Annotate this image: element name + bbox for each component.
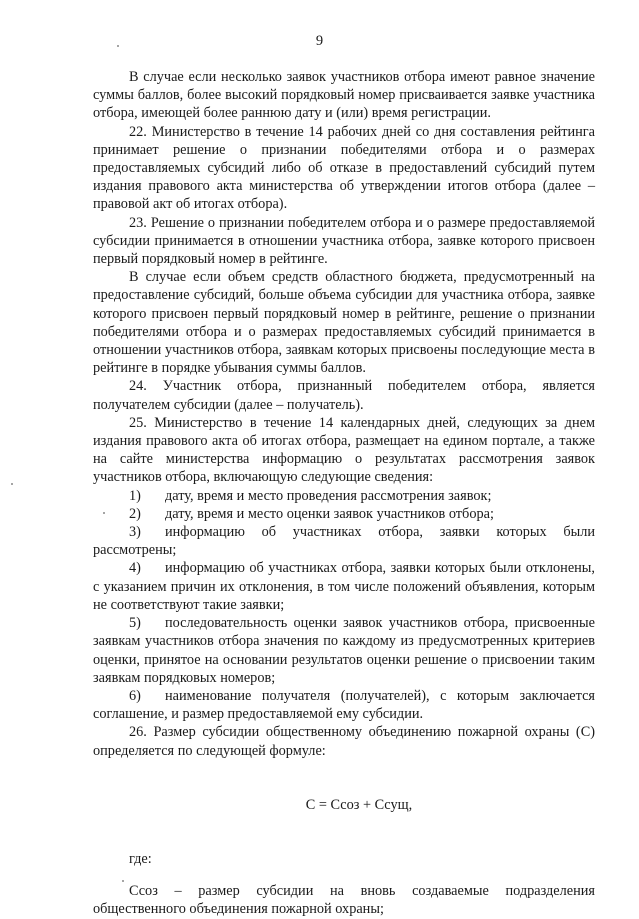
paragraph-23: 23. Решение о признании победителем отбора и о размере предоставляемой субсидии принимается в отношении участника отбора, заявке которого присвоен первый порядковый номер в рейтинге. <box>93 214 595 268</box>
paragraph-25: 25. Министерство в течение 14 календарных дней, следующих за днем издания правового акта об итогах отбора, размещает на едином портале, а также на сайте министерства информацию о результатах рассмотрения заявок участников отбора, включающую следующие сведения: <box>93 414 595 486</box>
page-number: 9 <box>315 33 324 49</box>
list-item-text: информацию об участниках отбора, заявки которых были отклонены, с указанием причин их отклонения, в том числе положений объявления, которым не соответствуют такие заявки; <box>93 560 595 613</box>
paragraph-22: 22. Министерство в течение 14 рабочих дней со дня составления рейтинга принимает решение о признании победителями отбора и о размерах предоставляемых субсидий либо об отказе в предоставлений субсидий путем издания правового акта министерства об утверждении итогов отбора (далее – правовой акт об итогах отбора). <box>93 123 595 213</box>
list-item-number: 5) <box>129 615 141 632</box>
list-item-text: дату, время и место проведения рассмотрения заявок; <box>165 487 492 504</box>
list-item-number: 2) <box>129 505 141 522</box>
paragraph: В случае если объем средств областного бюджета, предусмотренный на предоставление субсидий, больше объема субсидии для участника отбора, заявке которого присвоен первый порядковый номер в рейтинге, решение о признании победителями отбора и о размерах предоставляемых субсидий принимается в отношении участников отбора, заявкам которых присвоены последующие места в рейтинге в порядке убывания суммы баллов. <box>93 269 595 377</box>
list-item-number: 1) <box>129 487 141 504</box>
where-label: где: <box>129 850 152 867</box>
scan-speck <box>117 45 119 47</box>
list-item <box>93 523 595 559</box>
scan-speck <box>11 483 13 485</box>
list-item <box>93 687 595 723</box>
scan-speck <box>103 512 105 514</box>
list-item-text: информацию об участниках отбора, заявки которых были рассмотрены; <box>93 524 595 559</box>
list-item <box>93 487 595 505</box>
definition-ssoz: Ссоз – размер субсидии на вновь создаваемые подразделения общественного объединения пожарной охраны; <box>93 883 595 918</box>
document-body <box>93 68 595 919</box>
list-item-text: последовательность оценки заявок участников отбора, присвоенные заявкам участников отбора значения по каждому из предусмотренных критериев оценки, принятое на основании результатов оценки решение о присвоении таким заявкам порядковых номеров; <box>93 615 595 686</box>
list-item-text: дату, время и место оценки заявок участников отбора; <box>165 505 494 522</box>
paragraph-24: 24. Участник отбора, признанный победителем отбора, является получателем субсидии (далее – получатель). <box>93 378 595 413</box>
list-item <box>93 559 595 614</box>
list-item <box>93 614 595 687</box>
list-item-number: 4) <box>129 560 141 577</box>
paragraph-26: 26. Размер субсидии общественному объединению пожарной охраны (С) определяется по следующей формуле: <box>93 724 595 759</box>
list-item-text: наименование получателя (получателей), с которым заключается соглашение, и размер предоставляемой ему субсидии. <box>93 687 595 723</box>
list-item-number: 3) <box>129 524 141 541</box>
list-item <box>93 505 595 523</box>
formula: С = Ссоз + Ссущ, <box>305 796 413 813</box>
list-item-number: 6) <box>129 687 141 704</box>
paragraph: В случае если несколько заявок участников отбора имеют равное значение суммы баллов, более высокий порядковый номер присваивается заявке участника отбора, имеющей более раннюю дату и (или) время регистрации. <box>93 69 595 122</box>
scan-speck <box>122 880 124 882</box>
